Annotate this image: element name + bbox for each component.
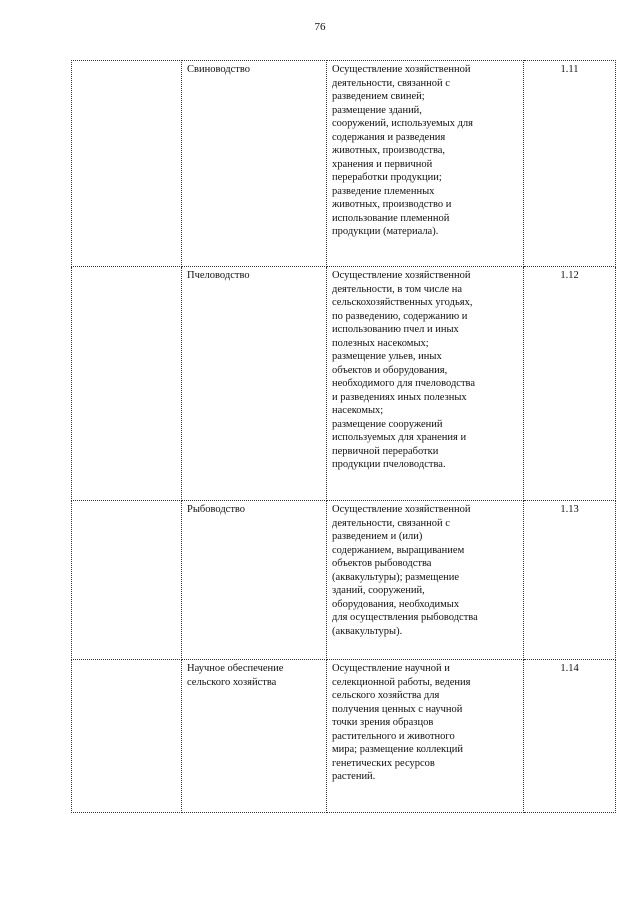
description-line: объектов и оборудования, [332, 364, 448, 376]
land-use-code: 1.12 [524, 267, 616, 501]
empty-cell [72, 267, 182, 501]
name-line: Научное обеспечение [187, 663, 284, 674]
description-line: деятельности, связанной с [332, 517, 450, 529]
description-line: необходимого для пчеловодства [332, 378, 476, 389]
description-line: переработки продукции; [332, 172, 442, 183]
description-line: животных, производство и [332, 199, 452, 210]
land-use-description [327, 61, 524, 267]
empty-cell [72, 501, 182, 660]
description-line: размещение зданий, [332, 104, 422, 116]
table-row [72, 61, 616, 267]
description-line: селекционной работы, ведения [332, 676, 471, 688]
description-line: содержанием, выращиванием [332, 544, 465, 556]
description-line: животных, производства, [332, 145, 446, 156]
description-line: используемых для хранения и [332, 432, 467, 443]
land-use-description [327, 660, 524, 813]
description-line: размещение сооружений [332, 418, 443, 430]
description-line: растений. [332, 771, 376, 782]
land-use-code: 1.13 [524, 501, 616, 660]
table-row [72, 660, 616, 813]
description-line: разведение племенных [332, 185, 435, 197]
description-line: оборудования, необходимых [332, 598, 460, 610]
description-line: разведением свиней; [332, 91, 425, 102]
description-line: получения ценных с научной [332, 703, 463, 715]
description-line: и разведениях иных полезных [332, 391, 467, 403]
land-use-name [182, 660, 327, 813]
description-line: для осуществления рыбоводства [332, 612, 478, 623]
description-line: полезных насекомых; [332, 337, 429, 349]
description-line: сельскохозяйственных угодьях, [332, 297, 473, 308]
description-line: по разведению, содержанию и [332, 310, 468, 322]
land-use-name: Рыбоводство [182, 501, 327, 660]
description-line: продукции пчеловодства. [332, 459, 446, 470]
description-line: растительного и животного [332, 730, 455, 742]
description-line: (аквакультуры); размещение [332, 571, 460, 583]
description-line: разведением и (или) [332, 531, 423, 542]
description-line: Осуществление научной и [332, 663, 450, 674]
description-line: продукции (материала). [332, 226, 439, 237]
description-line: использование племенной [332, 212, 450, 224]
table-row [72, 501, 616, 660]
description-line: деятельности, в том числе на [332, 283, 463, 295]
empty-cell [72, 660, 182, 813]
description-line: (аквакультуры). [332, 625, 403, 637]
description-line: точки зрения образцов [332, 717, 434, 728]
land-use-name: Пчеловодство [182, 267, 327, 501]
land-use-code: 1.11 [524, 61, 616, 267]
name-line: сельского хозяйства [187, 676, 277, 688]
description-line: Осуществление хозяйственной [332, 270, 471, 281]
description-line: мира; размещение коллекций [332, 744, 463, 755]
description-line: генетических ресурсов [332, 757, 435, 769]
description-line: первичной переработки [332, 445, 439, 457]
land-use-description [327, 501, 524, 660]
description-line: деятельности, связанной с [332, 77, 450, 89]
page-number: 76 [314, 21, 326, 33]
description-line: зданий, сооружений, [332, 585, 425, 596]
land-use-table [71, 60, 616, 813]
land-use-description [327, 267, 524, 501]
description-line: Осуществление хозяйственной [332, 504, 471, 515]
description-line: сооружений, используемых для [332, 118, 473, 129]
description-line: насекомых; [332, 405, 384, 416]
description-line: использованию пчел и иных [332, 324, 459, 335]
empty-cell [72, 61, 182, 267]
description-line: Осуществление хозяйственной [332, 64, 471, 75]
land-use-code: 1.14 [524, 660, 616, 813]
description-line: объектов рыбоводства [332, 558, 432, 569]
land-use-name: Свиноводство [182, 61, 327, 267]
description-line: содержания и разведения [332, 131, 446, 143]
table-row [72, 267, 616, 501]
description-line: размещение ульев, иных [332, 351, 442, 362]
description-line: хранения и первичной [332, 158, 433, 170]
description-line: сельского хозяйства для [332, 690, 440, 701]
